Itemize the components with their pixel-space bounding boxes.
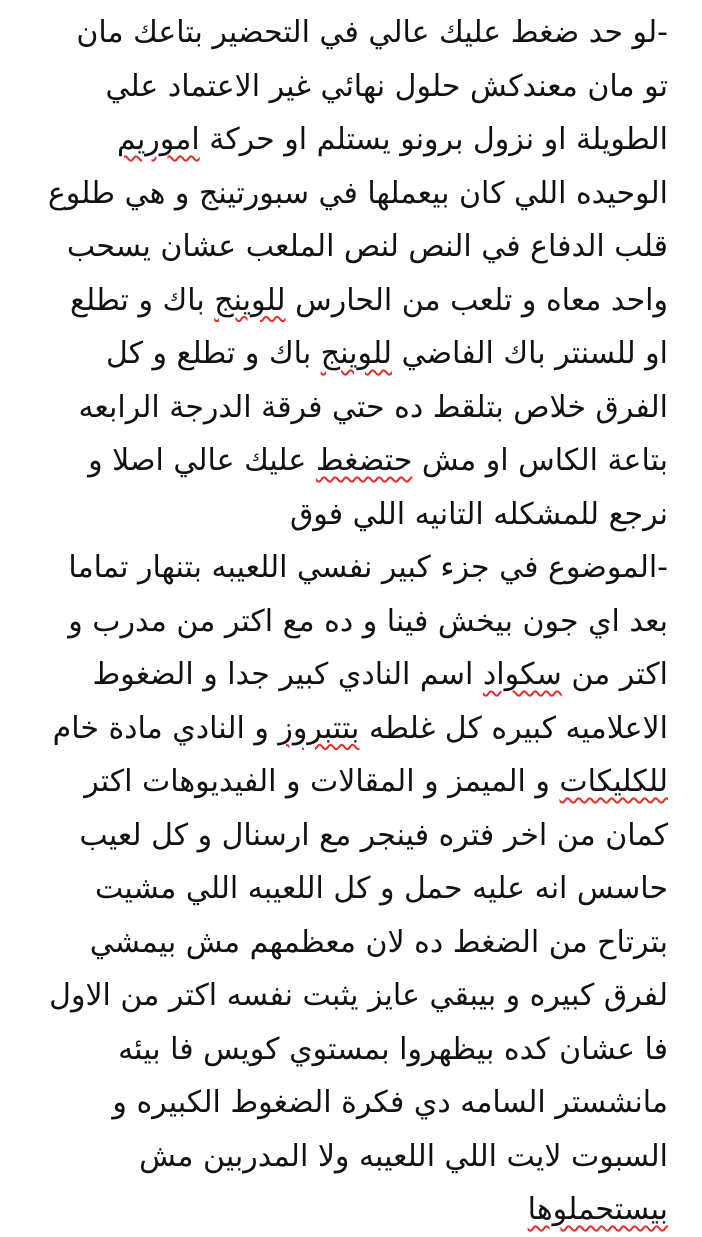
text-segment: الطويلة او نزول برونو يستلم او حركة	[199, 122, 668, 157]
text-line	[34, 595, 668, 649]
text-segment: مانشستر السامه دي فكرة الضغوط الكبيره و	[112, 1085, 668, 1120]
text-line	[34, 862, 668, 916]
text-segment: تو مان معندكش حلول نهائي غير الاعتماد علي	[105, 68, 668, 104]
text-line	[34, 916, 668, 970]
text-segment: كمان من اخر فتره فينجر مع ارسنال و كل لعيب	[79, 817, 668, 853]
text-line	[34, 1023, 668, 1077]
text-line	[34, 488, 668, 542]
text-line	[34, 381, 668, 435]
text-segment: لفرق كبيره و بيبقي عايز يثبت نفسه اكتر من الاول	[49, 978, 668, 1013]
text-segment: بترتاح من الضغط ده لان معظمهم مش بيمشي	[89, 924, 668, 960]
text-segment: او للسنتر باك الفاضي	[392, 336, 668, 371]
text-segment: السبوت لايت اللي اللعيبه ولا المدربين مش	[139, 1138, 668, 1174]
text-segment: اكتر من	[561, 657, 668, 692]
text-line	[34, 327, 668, 381]
text-segment: بتاعة الكاس او مش	[412, 443, 668, 478]
text-line	[34, 541, 668, 595]
text-line	[34, 60, 668, 114]
text-line	[34, 702, 668, 756]
text-segment: باك و تطلع	[70, 282, 215, 318]
text-segment: اسم النادي كبير جدا و الضغوط	[92, 657, 483, 692]
misspelled-word[interactable]: للوينج	[214, 282, 286, 318]
text-segment: الاعلاميه كبيره كل غلطه	[359, 710, 668, 746]
text-line	[34, 809, 668, 863]
misspelled-word[interactable]: حتضغط	[315, 443, 413, 478]
text-line	[34, 113, 668, 167]
text-segment: و النادي مادة خام	[52, 710, 279, 746]
misspelled-word[interactable]: سكواد	[482, 657, 562, 692]
misspelled-word[interactable]: بتتبروز	[278, 710, 360, 746]
text-line	[34, 648, 668, 702]
text-segment: الوحيده اللي كان بيعملها في سبورتينج و هي طلوع	[47, 175, 668, 211]
text-line	[34, 167, 668, 221]
misspelled-word[interactable]: للكليكات	[559, 764, 668, 799]
text-segment: قلب الدفاع في النص لنص الملعب عشان يسحب	[66, 229, 668, 264]
text-segment: واحد معاه و تلعب من الحارس	[285, 282, 668, 318]
text-line	[34, 1130, 668, 1184]
text-line	[34, 6, 668, 60]
text-segment: فا عشان كده بيظهروا بمستوي كويس فا بيئه	[118, 1031, 668, 1067]
text-segment: باك و تطلع و كل	[105, 336, 321, 371]
text-segment: الفرق خلاص بتلقط ده حتي فرقة الدرجة الرابعه	[78, 389, 668, 425]
text-segment: عليك عالي اصلا و	[88, 443, 316, 478]
text-segment: -الموضوع في جزء كبير نفسي اللعيبه بتنهار تماما	[68, 550, 668, 585]
text-segment: و الميمز و المقالات و الفيديوهات اكتر	[84, 764, 560, 799]
text-segment: نرجع للمشكله التانيه اللي فوق	[289, 496, 668, 532]
misspelled-word[interactable]: اموريم	[116, 122, 200, 157]
text-line	[34, 434, 668, 488]
text-segment: بعد اي جون بيخش فينا و ده مع اكتر من مدرب و	[68, 603, 668, 639]
text-line	[34, 969, 668, 1023]
text-segment: حاسس انه عليه حمل و كل اللعيبه اللي مشيت	[94, 871, 668, 906]
text-line	[34, 1183, 668, 1237]
misspelled-word[interactable]: بيستحملوها	[527, 1192, 668, 1227]
text-segment: -لو حد ضغط عليك عالي في التحضير بتاعك مان	[76, 15, 668, 50]
text-line	[34, 220, 668, 274]
text-line	[34, 1076, 668, 1130]
text-line	[34, 274, 668, 328]
misspelled-word[interactable]: للوينج	[320, 336, 393, 371]
text-line	[34, 755, 668, 809]
